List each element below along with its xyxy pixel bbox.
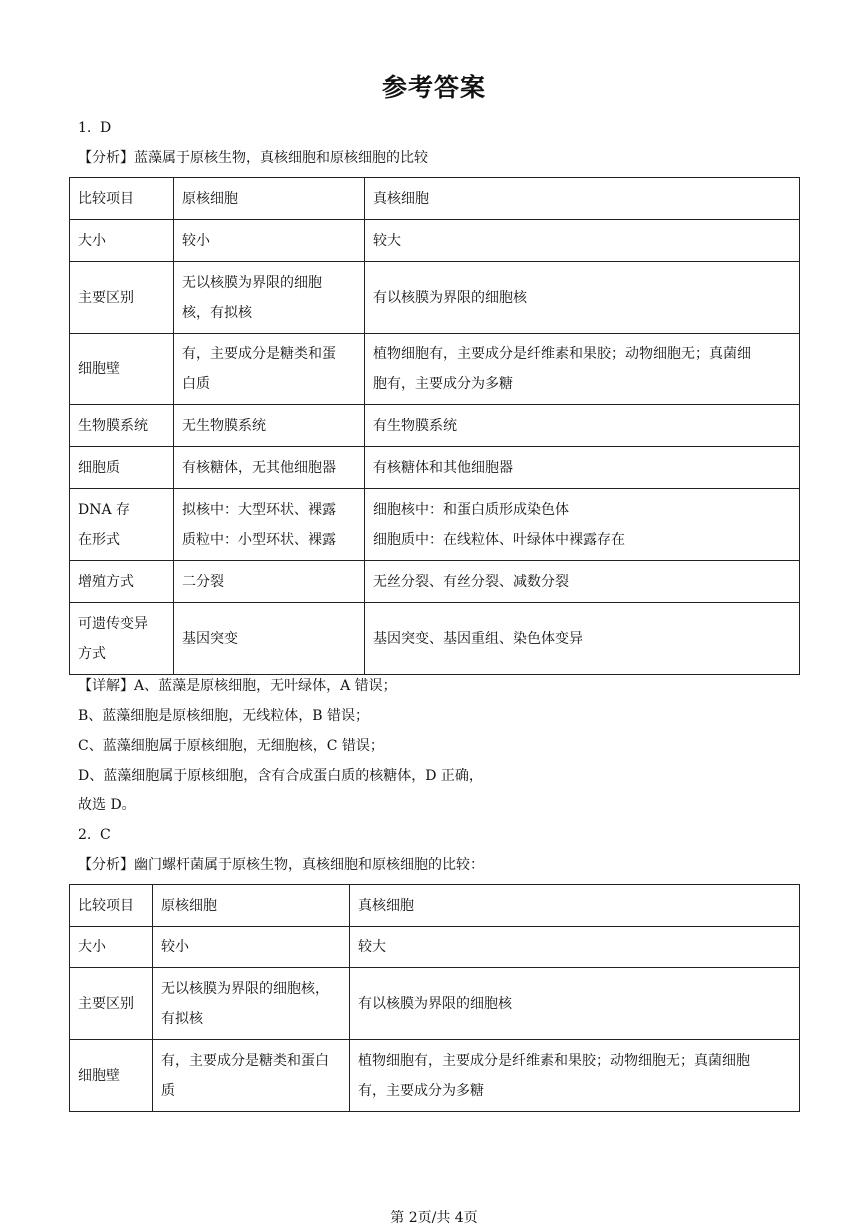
table-cell bbox=[174, 220, 365, 262]
q1-detail-line: D、蓝藻细胞属于原核细胞，含有合成蛋白质的核糖体，D 正确， bbox=[78, 768, 483, 784]
table-cell bbox=[70, 603, 174, 675]
table-cell bbox=[365, 178, 800, 220]
q1-number: 1. bbox=[78, 120, 92, 136]
cell-text: 核，有拟核 bbox=[182, 304, 252, 321]
cell-text: 较小 bbox=[182, 232, 210, 249]
table-cell bbox=[365, 405, 800, 447]
cell-text: 植物细胞有，主要成分是纤维素和果胶；动物细胞无；真菌细胞 bbox=[358, 1052, 750, 1069]
table-cell bbox=[174, 603, 365, 675]
table-cell bbox=[365, 220, 800, 262]
table-cell bbox=[365, 334, 800, 405]
cell-text: 细胞质中：在线粒体、叶绿体中裸露存在 bbox=[373, 531, 625, 548]
q1-comparison-table bbox=[69, 177, 800, 675]
q1-detail-line: 故选 D。 bbox=[78, 797, 136, 813]
cell-text: 有生物膜系统 bbox=[373, 417, 457, 434]
table-cell bbox=[70, 447, 174, 489]
table-cell bbox=[153, 1040, 350, 1112]
cell-text: 基因突变 bbox=[182, 630, 238, 647]
cell-text: 有，主要成分是糖类和蛋白 bbox=[161, 1052, 329, 1069]
q1-detail-line: B、蓝藻细胞是原核细胞，无线粒体，B 错误； bbox=[78, 708, 370, 724]
table-row bbox=[70, 334, 800, 405]
table-cell bbox=[70, 561, 174, 603]
cell-text: 可遗传变异 bbox=[78, 615, 148, 632]
table-cell bbox=[174, 561, 365, 603]
table-cell bbox=[70, 927, 153, 968]
cell-text: 真核细胞 bbox=[358, 897, 414, 914]
table-row bbox=[70, 447, 800, 489]
cell-text: 基因突变、基因重组、染色体变异 bbox=[373, 630, 583, 647]
cell-text: 无生物膜系统 bbox=[182, 417, 266, 434]
table-cell bbox=[174, 405, 365, 447]
cell-text: 细胞质 bbox=[78, 459, 120, 476]
table-row bbox=[70, 603, 800, 675]
table-cell bbox=[350, 968, 800, 1040]
cell-text: 真核细胞 bbox=[373, 190, 429, 207]
cell-text: 原核细胞 bbox=[182, 190, 238, 207]
cell-text: 有以核膜为界限的细胞核 bbox=[358, 995, 512, 1012]
q1-detail-line: C、蓝藻细胞属于原核细胞，无细胞核，C 错误； bbox=[78, 738, 384, 754]
table-cell bbox=[174, 334, 365, 405]
q2-number: 2. bbox=[78, 827, 92, 843]
table-cell bbox=[174, 178, 365, 220]
cell-text: 有以核膜为界限的细胞核 bbox=[373, 289, 527, 306]
cell-text: 细胞核中：和蛋白质形成染色体 bbox=[373, 501, 569, 518]
table-cell bbox=[70, 334, 174, 405]
cell-text: 有核糖体，无其他细胞器 bbox=[182, 459, 336, 476]
table-cell bbox=[70, 885, 153, 927]
cell-text: 植物细胞有，主要成分是纤维素和果胶；动物细胞无；真菌细 bbox=[373, 346, 751, 362]
cell-text: 主要区别 bbox=[78, 289, 134, 306]
table-row bbox=[70, 262, 800, 334]
table-cell bbox=[70, 968, 153, 1040]
table-cell bbox=[350, 885, 800, 927]
q1-answer: D bbox=[100, 120, 112, 136]
table-cell bbox=[365, 447, 800, 489]
cell-text: 在形式 bbox=[78, 531, 120, 548]
cell-text: 主要区别 bbox=[78, 995, 134, 1012]
cell-text: 增殖方式 bbox=[78, 573, 134, 590]
table-cell bbox=[70, 220, 174, 262]
table-cell bbox=[153, 927, 350, 968]
cell-text: 白质 bbox=[182, 376, 210, 392]
table-cell bbox=[174, 262, 365, 334]
table-row bbox=[70, 561, 800, 603]
q2-comparison-table bbox=[69, 884, 800, 1112]
q1-answer-line bbox=[78, 119, 111, 137]
q2-analysis: 【分析】幽门螺杆菌属于原核生物，真核细胞和原核细胞的比较： bbox=[78, 857, 484, 873]
table-cell bbox=[365, 603, 800, 675]
cell-text: 细胞壁 bbox=[78, 1067, 120, 1084]
q2-answer-line bbox=[78, 826, 111, 844]
q2-answer: C bbox=[100, 827, 111, 843]
table-header-row bbox=[70, 885, 800, 927]
table-cell bbox=[365, 489, 800, 561]
cell-text: 较小 bbox=[161, 939, 189, 955]
cell-text: 较大 bbox=[373, 232, 401, 249]
table-cell bbox=[365, 262, 800, 334]
table-row bbox=[70, 405, 800, 447]
cell-text: 有，主要成分为多糖 bbox=[358, 1082, 484, 1099]
cell-text: 较大 bbox=[358, 939, 386, 955]
table-cell bbox=[350, 927, 800, 968]
table-cell bbox=[70, 405, 174, 447]
cell-text: 拟核中：大型环状、裸露 bbox=[182, 501, 336, 518]
cell-text: 原核细胞 bbox=[161, 897, 217, 914]
table-cell bbox=[70, 178, 174, 220]
page-title: 参考答案 bbox=[381, 73, 486, 102]
cell-text: 质 bbox=[161, 1082, 175, 1099]
cell-text: 胞有，主要成分为多糖 bbox=[373, 376, 513, 392]
table-cell bbox=[174, 447, 365, 489]
table-cell bbox=[350, 1040, 800, 1112]
cell-text: 生物膜系统 bbox=[78, 417, 148, 434]
table-row bbox=[70, 1040, 800, 1112]
cell-text: 无以核膜为界限的细胞核， bbox=[161, 980, 329, 997]
cell-text: 大小 bbox=[78, 232, 106, 249]
table-row bbox=[70, 220, 800, 262]
cell-text: 比较项目 bbox=[78, 897, 134, 914]
cell-text: 大小 bbox=[78, 939, 106, 955]
table-cell bbox=[70, 1040, 153, 1112]
table-row bbox=[70, 489, 800, 561]
cell-text: DNA 存 bbox=[78, 501, 131, 518]
cell-text: 有，主要成分是糖类和蛋 bbox=[182, 346, 336, 362]
table-cell bbox=[365, 561, 800, 603]
cell-text: 无以核膜为界限的细胞 bbox=[182, 274, 322, 291]
cell-text: 二分裂 bbox=[182, 573, 224, 590]
q1-analysis: 【分析】蓝藻属于原核生物，真核细胞和原核细胞的比较 bbox=[78, 150, 428, 166]
cell-text: 有拟核 bbox=[161, 1010, 203, 1027]
table-cell bbox=[174, 489, 365, 561]
table-header-row bbox=[70, 178, 800, 220]
cell-text: 有核糖体和其他细胞器 bbox=[373, 459, 513, 476]
table-row bbox=[70, 927, 800, 968]
page-footer: 第 2页/共 4页 bbox=[390, 1210, 478, 1226]
cell-text: 比较项目 bbox=[78, 190, 134, 207]
q1-detail-line: 【详解】A、蓝藻是原核细胞，无叶绿体，A 错误； bbox=[78, 678, 397, 694]
table-cell bbox=[153, 968, 350, 1040]
table-cell bbox=[70, 489, 174, 561]
cell-text: 质粒中：小型环状、裸露 bbox=[182, 531, 336, 548]
cell-text: 无丝分裂、有丝分裂、减数分裂 bbox=[373, 573, 569, 590]
table-cell bbox=[153, 885, 350, 927]
cell-text: 细胞壁 bbox=[78, 361, 120, 377]
table-cell bbox=[70, 262, 174, 334]
table-row bbox=[70, 968, 800, 1040]
cell-text: 方式 bbox=[78, 645, 106, 662]
